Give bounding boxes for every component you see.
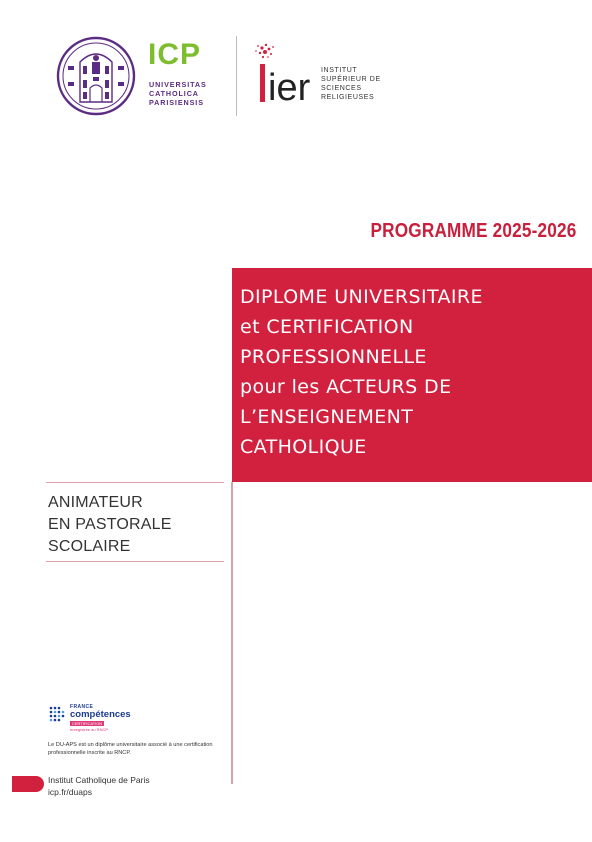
certification-note: Le DU-APS est un diplôme universitaire associé à une certification professionnelle inscrite au RNCP.: [48, 742, 213, 756]
role-rule-bottom: [46, 561, 224, 562]
icp-latin-line-2: CATHOLICA: [149, 89, 199, 98]
icp-latin-line-3: PARISIENSIS: [149, 98, 204, 107]
footer-url[interactable]: icp.fr/duaps: [48, 787, 92, 797]
icp-wordmark: ICP: [148, 38, 202, 71]
footer-institution: Institut Catholique de Paris: [48, 775, 150, 785]
title-line: L’ENSEIGNEMENT: [240, 406, 414, 428]
icp-seal-logo: [56, 36, 136, 116]
title-line: DIPLOME UNIVERSITAIRE: [240, 286, 483, 308]
role-line-3: SCOLAIRE: [48, 538, 131, 555]
vertical-divider: [231, 482, 233, 784]
ier-wordmark: ier: [268, 67, 311, 104]
role-rule-top: [46, 482, 224, 483]
footer-accent-tab: [12, 776, 44, 792]
ier-line-2: SUPÉRIEUR DE: [321, 76, 381, 83]
fc-country: FRANCE: [70, 704, 94, 710]
fc-name: compétences: [70, 709, 131, 720]
ier-line-3: SCIENCES: [321, 85, 362, 92]
fc-registered: enregistrée au RNCP: [70, 727, 109, 732]
icp-latin-line-1: UNIVERSITAS: [149, 80, 207, 89]
logo-divider: [236, 36, 237, 116]
france-competences-logo: [48, 703, 138, 735]
title-line: pour les ACTEURS DE: [240, 376, 452, 398]
france-competences-dots-icon: [48, 705, 66, 723]
role-line-1: ANIMATEUR: [48, 494, 143, 511]
ier-line-1: INSTITUT: [321, 67, 358, 74]
ier-logo: [252, 42, 314, 104]
title-line: CATHOLIQUE: [240, 436, 367, 458]
title-line: PROFESSIONNELLE: [240, 346, 427, 368]
fc-badge: CERTIFICATION: [72, 721, 103, 726]
title-banner: [232, 268, 592, 482]
role-line-2: EN PASTORALE: [48, 516, 172, 533]
program-title: PROGRAMME 2025-2026: [370, 220, 576, 242]
title-text: [240, 282, 483, 462]
ier-line-4: RELIGIEUSES: [321, 94, 375, 101]
title-line: et CERTIFICATION: [240, 316, 414, 338]
